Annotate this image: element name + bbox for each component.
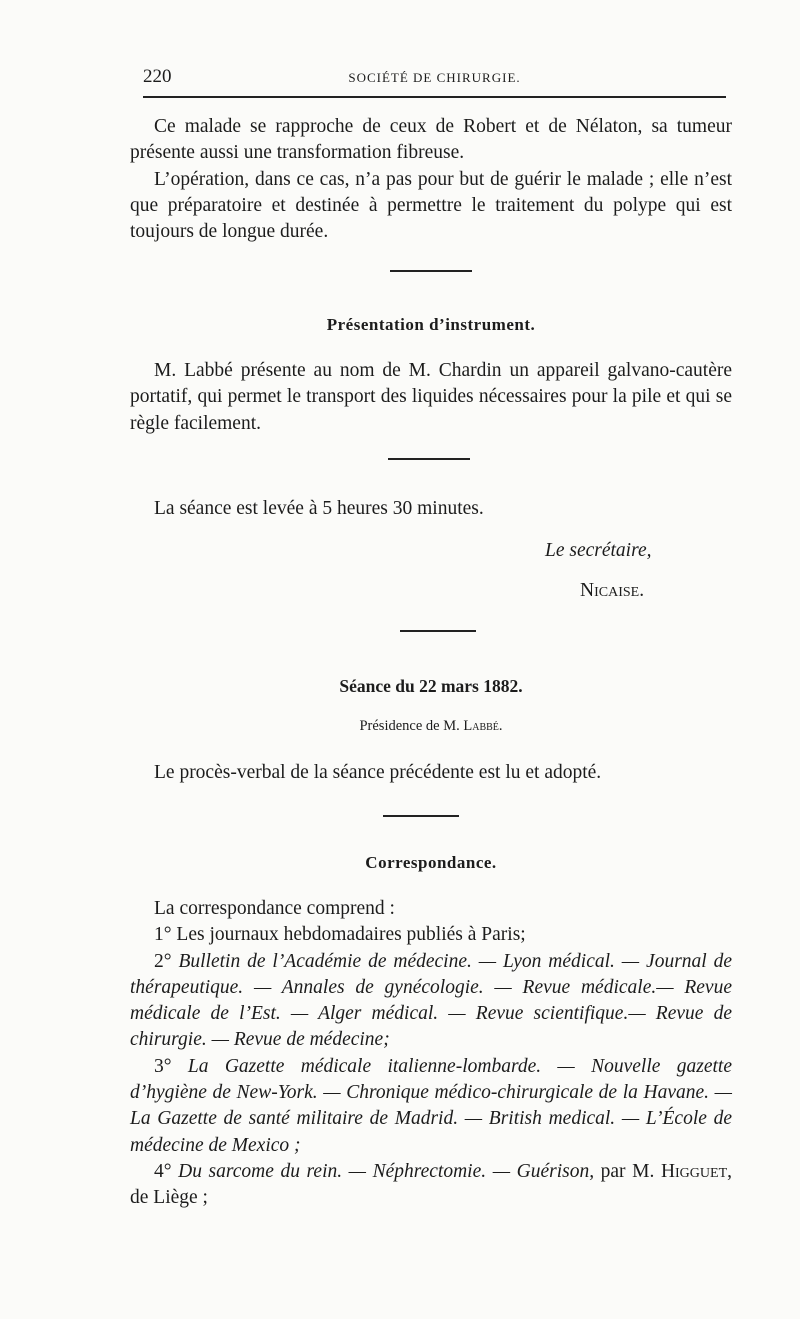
header-rule [143,96,726,98]
section-divider [390,270,472,272]
page-header [143,66,726,92]
intro-paragraph-2: L’opération, dans ce cas, n’a pas pour but de guérir le malade ; elle n’est que préparatoire et destinée à permettre le traitement du polype qui est toujours de longue durée. [130,168,732,243]
item-3-text: La Gazette médicale italienne-lombarde. — Nouvelle gazette d’hygiène de New-York. — Chronique médico-chirurgicale de la Havane. — La Gazette de santé militaire de Madrid. — British medical. — L’École de médecine de Mexico ; [130,1055,732,1156]
item-4-number: 4° [154,1160,172,1182]
correspondence-intro: La correspondance comprend : [154,898,395,919]
instrument-paragraph: M. Labbé présente au nom de M. Chardin un appareil galvano-cautère portatif, qui permet le transport des liquides nécessaires pour la pile et qui se règle facilement. [130,360,732,434]
minutes-text [130,760,732,786]
section-heading-instrument: Présentation d’instrument. [326,315,536,334]
closing-text [130,496,732,522]
correspondence-item-2 [130,949,732,1054]
item-2-text: Bulletin de l’Académie de médecine. — Lyon médical. — Journal de thérapeutique. — Annales de gynécologie. — Revue médicale.— Revue médicale de l’Est. — Alger médical. — Revue scientifique.— Revue de chirurgie. — Revue de médecine; [130,950,732,1051]
section-divider [388,458,470,460]
session-title: Séance du 22 mars 1882. [339,676,523,696]
presidency-name: Labbé. [463,718,503,734]
section-heading-correspondence: Correspondance. [365,853,497,872]
intro-text [130,114,732,245]
signature-title: Le secrétaire, [545,540,652,561]
page-number: 220 [143,66,172,87]
correspondence-item-3 [130,1054,732,1159]
correspondence-item-1: 1° Les journaux hebdomadaires publiés à Paris; [154,924,526,946]
item-4-author: Higguet, [660,1160,732,1182]
instrument-text [130,358,732,437]
closing-paragraph: La séance est levée à 5 heures 30 minutes. [154,498,484,519]
intro-paragraph-1: Ce malade se rapproche de ceux de Robert et de Nélaton, sa tumeur présente aussi une transformation fibreuse. [130,116,732,164]
item-4-by: par M. [600,1160,655,1182]
presidency-line [130,718,732,735]
section-divider [400,630,476,632]
item-4-title: Du sarcome du rein. — Néphrectomie. — Guérison, [178,1160,595,1182]
correspondence-text [130,896,732,1212]
running-title: SOCIÉTÉ DE CHIRURGIE. [348,70,521,85]
signature-name: Nicaise. [580,580,645,601]
item-2-number: 2° [154,950,172,972]
section-divider [383,815,459,817]
presidency-prefix: Présidence de M. [359,718,460,734]
item-3-number: 3° [154,1055,172,1077]
correspondence-item-4 [130,1159,732,1212]
item-4-rest: de Liège ; [130,1187,208,1209]
minutes-paragraph: Le procès-verbal de la séance précédente est lu et adopté. [154,762,602,783]
